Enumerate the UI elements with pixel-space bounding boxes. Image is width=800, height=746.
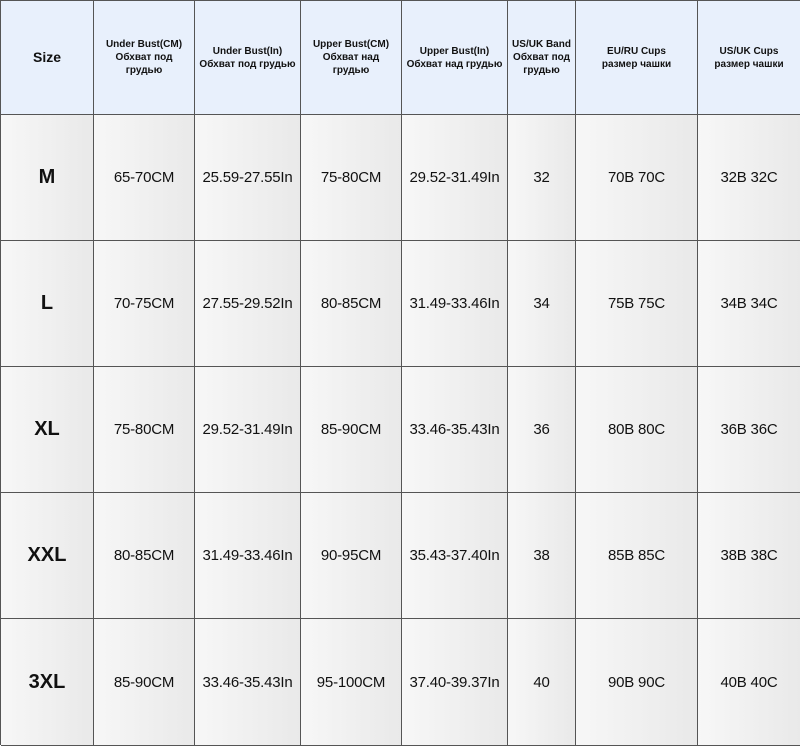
header-label-ru: Обхват под грудью bbox=[115, 52, 173, 76]
us-uk-cups-cell: 38B 38C bbox=[698, 493, 800, 619]
header-label-en: Upper Bust(CM) bbox=[312, 39, 390, 50]
band-cell: 32 bbox=[508, 115, 576, 241]
upper-bust-cm-cell: 75-80CM bbox=[301, 115, 402, 241]
us-uk-cups-cell: 40B 40C bbox=[698, 619, 800, 746]
header-eu-ru-cups bbox=[576, 1, 698, 115]
under-bust-in-cell: 27.55-29.52In bbox=[195, 241, 301, 367]
header-label-en: Under Bust(CM) bbox=[105, 39, 183, 50]
us-uk-cups-cell: 32B 32C bbox=[698, 115, 800, 241]
under-bust-cm-cell: 80-85CM bbox=[94, 493, 195, 619]
upper-bust-in-cell: 33.46-35.43In bbox=[402, 367, 508, 493]
eu-ru-cups-cell: 85B 85C bbox=[576, 493, 698, 619]
size-label-cell: XL bbox=[1, 367, 94, 493]
header-under-bust-cm bbox=[94, 1, 195, 115]
upper-bust-in-cell: 37.40-39.37In bbox=[402, 619, 508, 746]
under-bust-cm-cell: 75-80CM bbox=[94, 367, 195, 493]
header-label-en: US/UK Band bbox=[512, 39, 571, 50]
header-label-en: Under Bust(In) bbox=[212, 45, 283, 57]
header-label-ru: размер чашки bbox=[714, 58, 784, 70]
upper-bust-in-cell: 35.43-37.40In bbox=[402, 493, 508, 619]
under-bust-cm-cell: 70-75CM bbox=[94, 241, 195, 367]
us-uk-cups-cell: 36B 36C bbox=[698, 367, 800, 493]
header-label-en: US/UK Cups bbox=[719, 45, 779, 57]
band-cell: 34 bbox=[508, 241, 576, 367]
header-us-uk-cups bbox=[698, 1, 800, 115]
header-label-en: EU/RU Cups bbox=[607, 45, 666, 57]
size-label-cell: 3XL bbox=[1, 619, 94, 746]
under-bust-in-cell: 31.49-33.46In bbox=[195, 493, 301, 619]
upper-bust-in-cell: 29.52-31.49In bbox=[402, 115, 508, 241]
upper-bust-in-cell: 31.49-33.46In bbox=[402, 241, 508, 367]
us-uk-cups-cell: 34B 34C bbox=[698, 241, 800, 367]
size-label-cell: M bbox=[1, 115, 94, 241]
eu-ru-cups-cell: 75B 75C bbox=[576, 241, 698, 367]
band-cell: 40 bbox=[508, 619, 576, 746]
under-bust-in-cell: 29.52-31.49In bbox=[195, 367, 301, 493]
under-bust-cm-cell: 85-90CM bbox=[94, 619, 195, 746]
header-size-label: Size bbox=[32, 49, 61, 66]
upper-bust-cm-cell: 95-100CM bbox=[301, 619, 402, 746]
band-cell: 38 bbox=[508, 493, 576, 619]
upper-bust-cm-cell: 85-90CM bbox=[301, 367, 402, 493]
under-bust-in-cell: 33.46-35.43In bbox=[195, 619, 301, 746]
header-label-ru: Обхват под грудью bbox=[513, 52, 570, 76]
upper-bust-cm-cell: 80-85CM bbox=[301, 241, 402, 367]
header-us-uk-band bbox=[508, 1, 576, 115]
header-upper-bust-cm bbox=[301, 1, 402, 115]
under-bust-in-cell: 25.59-27.55In bbox=[195, 115, 301, 241]
upper-bust-cm-cell: 90-95CM bbox=[301, 493, 402, 619]
eu-ru-cups-cell: 90B 90C bbox=[576, 619, 698, 746]
header-label-ru: Обхват под грудью bbox=[199, 58, 296, 70]
size-label-cell: XXL bbox=[1, 493, 94, 619]
header-label-ru: размер чашки bbox=[601, 58, 672, 70]
header-under-bust-in bbox=[195, 1, 301, 115]
band-cell: 36 bbox=[508, 367, 576, 493]
header-upper-bust-in bbox=[402, 1, 508, 115]
eu-ru-cups-cell: 80B 80C bbox=[576, 367, 698, 493]
header-label-ru: Обхват над грудью bbox=[322, 52, 380, 76]
size-label-cell: L bbox=[1, 241, 94, 367]
header-label-en: Upper Bust(In) bbox=[419, 45, 490, 57]
under-bust-cm-cell: 65-70CM bbox=[94, 115, 195, 241]
header-label-ru: Обхват над грудью bbox=[406, 58, 503, 70]
eu-ru-cups-cell: 70B 70C bbox=[576, 115, 698, 241]
header-size bbox=[1, 1, 94, 115]
